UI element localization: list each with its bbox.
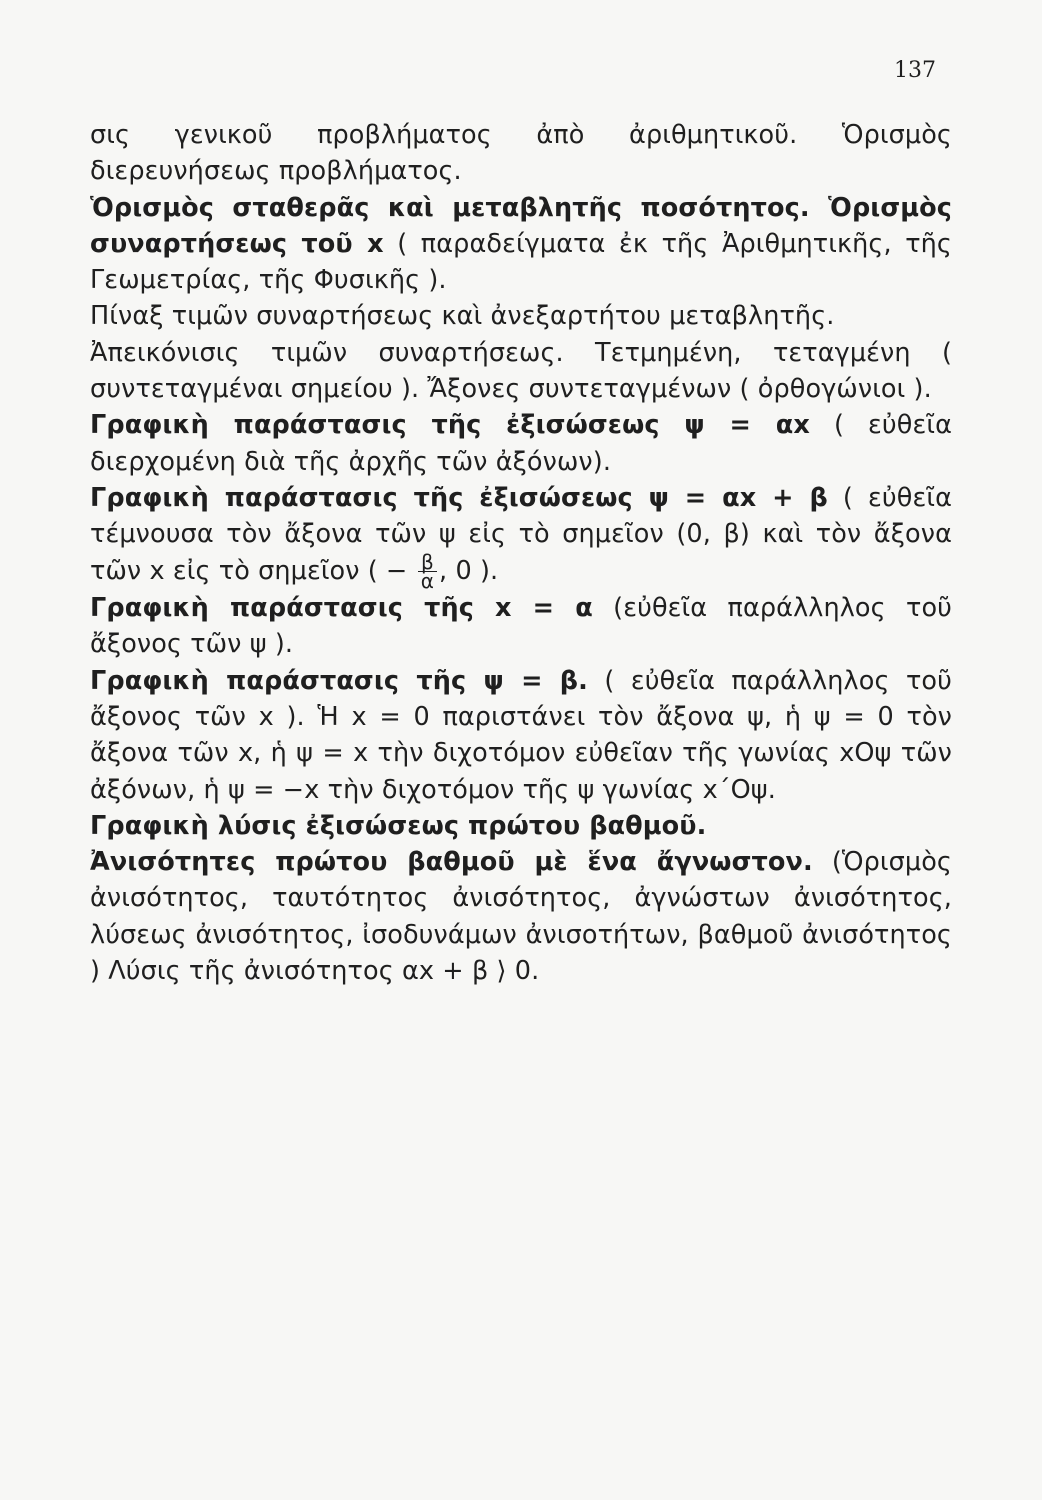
paragraph-4: Ἀπεικόνισις τιμῶν συναρτήσεως. Τετμημένη, τεταγμένη ( συντεταγμέναι σημείου ). Ἄξονες συντεταγμένων ( ὀρθογώνιοι ).: [90, 337, 952, 405]
page-body: [90, 117, 952, 989]
paragraph-10: Ἀνισότητες πρώτου βαθμοῦ μὲ ἕνα ἄγνωστον. (Ὁρισμὸς ἀνισότητος, ταυτότητος ἀνισότητος, ἀγνώστων ἀνισότητος, λύσεως ἀνισότητος, ἰσοδυνάμων ἀνισοτήτων, βαθμοῦ ἀνισότητος ) Λύσις τῆς ἀνισότητος αx + β ⟩ 0.: [90, 847, 952, 987]
paragraph-6: Γραφικὴ παράστασις τῆς ἐξισώσεως ψ = αx + β ( εὐθεῖα τέμνουσα τὸν ἄξονα τῶν ψ εἰς τὸ σημεῖον (0, β) καὶ τὸν ἄξονα τῶν x εἰς τὸ σημεῖον ( − $\frac{\beta}{\alpha}$ , 0 ).: [90, 482, 952, 594]
paragraph-3: Πίναξ τιμῶν συναρτήσεως καὶ ἀνεξαρτήτου μεταβλητῆς.: [90, 301, 835, 332]
page-number: 137: [894, 58, 936, 83]
paragraph-1: σις γενικοῦ προβλήματος ἀπὸ ἀριθμητικοῦ. Ὁρισμὸς διερευνήσεως προβλήματος.: [90, 120, 952, 187]
paragraph-9: Γραφικὴ λύσις ἐξισώσεως πρώτου βαθμοῦ.: [90, 810, 707, 841]
paragraph-5: Γραφικὴ παράστασις τῆς ἐξισώσεως ψ = αx ( εὐθεῖα διερχομένη διὰ τῆς ἀρχῆς τῶν ἀξόνων).: [90, 410, 952, 477]
fraction-beta-over-alpha: $\frac{\beta}{\alpha}$: [418, 553, 437, 590]
paragraph-7: Γραφικὴ παράστασις τῆς x = α (εὐθεῖα παράλληλος τοῦ ἄξονος τῶν ψ ).: [90, 593, 953, 660]
paragraph-8: Γραφικὴ παράστασις τῆς ψ = β. ( εὐθεῖα παράλληλος τοῦ ἄξονος τῶν x ). Ἡ x = 0 παριστάνει τὸν ἄξονα ψ, ἡ ψ = 0 τὸν ἄξονα τῶν x, ἡ ψ = x τὴν διχοτόμον εὐθεῖαν τῆς γωνίας xOψ τῶν ἀξόνων, ἡ ψ = −x τὴν διχοτόμον τῆς ψ γωνίας x΄Oψ.: [90, 665, 952, 805]
paragraph-2: Ὁρισμὸς σταθερᾶς καὶ μεταβλητῆς ποσότητος. Ὁρισμὸς συναρτήσεως τοῦ x ( παραδείγματα ἐκ τῆς Ἀριθμητικῆς, τῆς Γεωμετρίας, τῆς Φυσικῆς ).: [90, 192, 952, 296]
